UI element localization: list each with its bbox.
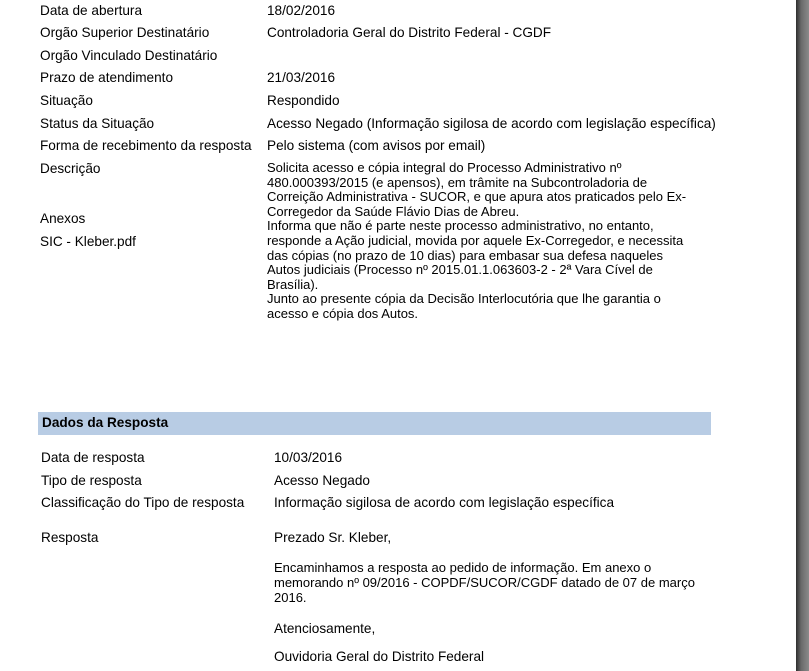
anexos-label: Anexos — [40, 211, 86, 226]
status-label: Status da Situação — [40, 116, 155, 131]
resposta-body — [274, 560, 695, 605]
status-value: Acesso Negado (Informação sigilosa de acordo com legislação específica) — [267, 116, 716, 131]
data-abertura-label: Data de abertura — [40, 3, 143, 18]
descricao-text — [267, 161, 737, 322]
prazo-label: Prazo de atendimento — [40, 70, 174, 85]
response-section-title: Dados da Resposta — [42, 415, 169, 430]
descricao-line: acesso e cópia dos Autos. — [267, 305, 419, 321]
classificacao-label: Classificação do Tipo de resposta — [41, 495, 245, 510]
situacao-value: Respondido — [267, 93, 340, 108]
descricao-line: Brasília). — [267, 276, 319, 292]
resposta-body-line: memorando nº 09/2016 - COPDF/SUCOR/CGDF datado de 07 de março — [274, 575, 695, 590]
resposta-body-line: 2016. — [274, 590, 307, 605]
descricao-line: Correição Administrativa - SUCOR, e que apura atos praticados pelo Ex- — [267, 189, 687, 205]
forma-value: Pelo sistema (com avisos por email) — [267, 138, 486, 153]
orgao-superior-value: Controladoria Geral do Distrito Federal - CGDF — [267, 25, 552, 40]
data-abertura-value: 18/02/2016 — [267, 3, 336, 18]
descricao-line: responde a Ação judicial, movida por aquele Ex-Corregedor, e necessita — [267, 232, 684, 248]
resposta-body-line: Encaminhamos a resposta ao pedido de informação. Em anexo o — [274, 560, 652, 575]
resposta-signature: Ouvidoria Geral do Distrito Federal — [274, 649, 485, 664]
resposta-greeting: Prezado Sr. Kleber, — [274, 530, 392, 545]
descricao-line: Corregedor da Saúde Flávio Dias de Abreu. — [267, 203, 520, 219]
descricao-line: Informa que não é parte neste processo administrativo, no entanto, — [267, 218, 654, 234]
response-section-header — [38, 412, 711, 435]
descricao-line: Autos judiciais (Processo nº 2015.01.1.063603-2 - 2ª Vara Cível de — [267, 262, 653, 278]
descricao-line: 480.000393/2015 (e apensos), em trâmite na Subcontroladoria de — [267, 174, 648, 190]
descricao-line: Junto ao presente cópia da Decisão Interlocutória que lhe garantia o — [267, 291, 661, 307]
descricao-line: das cópias (no prazo de 10 dias) para embasar sua defesa naqueles — [267, 247, 664, 263]
resposta-label: Resposta — [41, 530, 99, 545]
orgao-superior-label: Orgão Superior Destinatário — [40, 25, 210, 40]
data-resposta-value: 10/03/2016 — [274, 450, 343, 465]
situacao-label: Situação — [40, 93, 93, 108]
anexo-file-link[interactable]: SIC - Kleber.pdf — [40, 234, 136, 249]
prazo-value: 21/03/2016 — [267, 70, 336, 85]
tipo-resposta-label: Tipo de resposta — [41, 473, 142, 488]
classificacao-value: Informação sigilosa de acordo com legislação específica — [274, 495, 615, 510]
orgao-vinculado-label: Orgão Vinculado Destinatário — [40, 48, 218, 63]
data-resposta-label: Data de resposta — [41, 450, 145, 465]
page-edge-shadow — [796, 0, 809, 671]
descricao-line: Solicita acesso e cópia integral do Processo Administrativo nº — [267, 160, 622, 175]
descricao-label: Descrição — [40, 161, 101, 176]
tipo-resposta-value: Acesso Negado — [274, 473, 370, 488]
resposta-closing: Atenciosamente, — [274, 621, 376, 636]
forma-label: Forma de recebimento da resposta — [40, 138, 252, 153]
